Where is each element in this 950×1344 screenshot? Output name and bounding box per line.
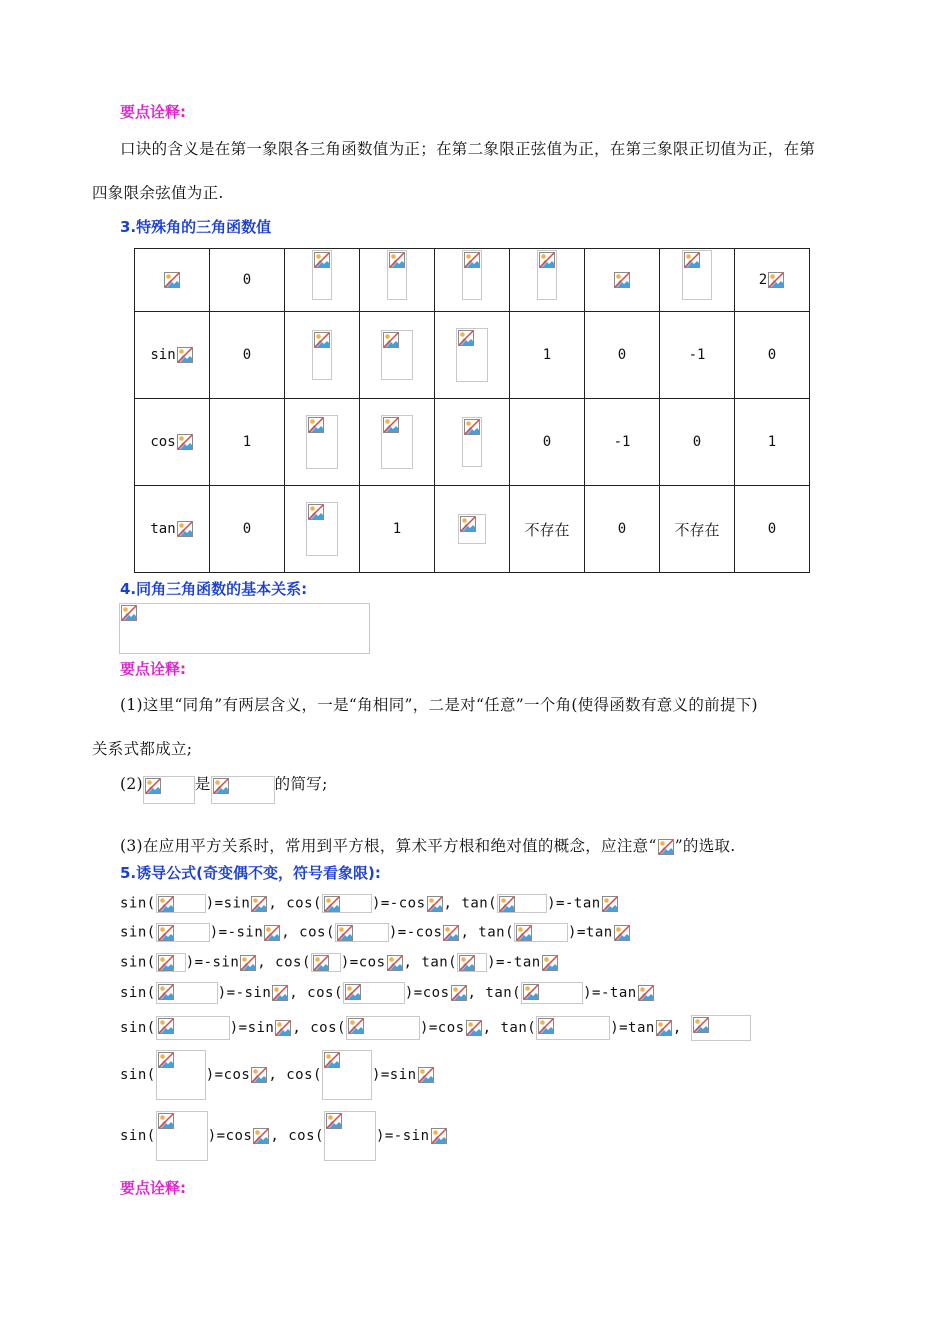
table-cell [285, 312, 360, 399]
table-row [135, 312, 810, 399]
broken-image-icon [176, 520, 194, 538]
broken-image-icon [176, 433, 194, 451]
broken-image-icon [613, 924, 631, 942]
func-sin: sin( [120, 924, 156, 941]
paragraph-line [120, 772, 328, 804]
formula-text: )=-tan [583, 985, 637, 1001]
func-tan: , tan( [403, 954, 458, 971]
note-heading: 要点诠释: [120, 660, 186, 678]
broken-image-icon [417, 1066, 435, 1084]
table-cell-text: cos [150, 434, 176, 450]
paragraph-line: 关系式都成立; [92, 740, 193, 758]
broken-image-icon [657, 838, 675, 856]
formula-text: )=-cos [371, 895, 426, 912]
broken-image-icon [250, 895, 268, 913]
broken-image-icon [386, 954, 404, 972]
func-sin: sin( [120, 1020, 156, 1036]
broken-image-icon [156, 923, 210, 942]
broken-image-icon [306, 415, 338, 469]
broken-image-icon [312, 330, 332, 380]
func-sin: sin( [120, 1128, 156, 1144]
broken-image-icon [274, 1019, 292, 1037]
table-cell: 不存在 [510, 486, 585, 573]
table-cell [360, 399, 435, 486]
table-cell: 0 [660, 399, 735, 486]
broken-image-icon [250, 1066, 268, 1084]
broken-image-icon [346, 1016, 420, 1040]
table-cell: 1 [735, 399, 810, 486]
formula-text: )=cos [404, 985, 450, 1001]
broken-image-icon [176, 346, 194, 364]
broken-image-icon [324, 1111, 376, 1161]
table-cell: 0 [210, 486, 285, 573]
func-tan: , tan( [482, 1020, 537, 1036]
table-cell: -1 [660, 312, 735, 399]
broken-image-icon [156, 982, 218, 1004]
formula-text: , [672, 1020, 682, 1036]
broken-image-icon [613, 271, 631, 289]
table-row [135, 486, 810, 573]
broken-image-icon [335, 923, 389, 942]
formula-text: )=-tan [547, 895, 601, 912]
broken-image-icon [426, 895, 444, 913]
broken-image-icon [156, 1111, 208, 1161]
formula-text: )=-tan [487, 954, 541, 971]
note-heading: 要点诠释: [120, 103, 186, 121]
func-sin: sin( [120, 985, 156, 1001]
formula-text: )=-sin [185, 954, 240, 971]
broken-image-icon [465, 1019, 483, 1037]
text-span: (3)在应用平方关系时，常用到平方根，算术平方根和绝对值的概念，应注意“ [120, 837, 657, 855]
broken-image-icon [271, 984, 289, 1002]
table-cell: -1 [585, 399, 660, 486]
formula-row [120, 1050, 435, 1100]
formula-row [120, 923, 631, 942]
paragraph-line: 四象限余弦值为正. [92, 184, 224, 202]
table-cell [435, 249, 510, 312]
table-cell [285, 486, 360, 573]
section-heading-induction-formulas: 5.诱导公式(奇变偶不变，符号看象限): [120, 864, 381, 882]
formula-text: )=tan [568, 924, 613, 941]
broken-image-icon [682, 250, 712, 300]
formula-row [120, 1015, 751, 1041]
text-span: (2) [120, 775, 143, 793]
broken-image-icon [536, 1016, 610, 1040]
func-cos: , cos( [268, 895, 322, 912]
formula-text: )=cos [419, 1020, 465, 1036]
table-cell [435, 486, 510, 573]
table-cell [135, 486, 210, 573]
paragraph-line: 口诀的含义是在第一象限各三角函数值为正；在第二象限正弦值为正，在第三象限正切值为正，在第 [120, 140, 816, 158]
broken-image-icon [156, 1016, 230, 1040]
table-cell [435, 312, 510, 399]
table-cell [585, 249, 660, 312]
broken-image-icon [450, 984, 468, 1002]
paragraph-line: (1)这里“同角”有两层含义，一是“角相同”，二是对“任意”一个角(使得函数有意义的前提下) [120, 696, 758, 714]
formula-row [120, 953, 559, 972]
func-cos: , cos( [281, 924, 335, 941]
table-cell: 0 [585, 312, 660, 399]
broken-image-icon [458, 514, 486, 544]
table-cell [510, 249, 585, 312]
table-cell: 1 [210, 399, 285, 486]
table-cell [135, 312, 210, 399]
special-angle-table [134, 248, 810, 573]
func-tan: , tan( [443, 895, 498, 912]
section-heading-identities: 4.同角三角函数的基本关系: [120, 580, 308, 598]
broken-image-icon [381, 330, 413, 380]
note-heading: 要点诠释: [120, 1179, 186, 1197]
formula-row [120, 982, 655, 1004]
table-row [135, 399, 810, 486]
formula-text: )=cos [205, 1067, 251, 1083]
broken-image-icon [430, 1127, 448, 1145]
table-cell-text: sin [150, 347, 176, 363]
broken-image-icon [263, 924, 281, 942]
table-cell: 1 [510, 312, 585, 399]
func-sin: sin( [120, 954, 156, 971]
broken-image-icon [462, 417, 482, 467]
formula-text: )=-sin [217, 985, 272, 1001]
table-cell: 0 [210, 249, 285, 312]
text-span: 是 [194, 775, 211, 793]
func-tan: , tan( [460, 924, 515, 941]
broken-image-icon [387, 250, 407, 300]
broken-image-icon [691, 1015, 751, 1041]
table-cell: 0 [210, 312, 285, 399]
broken-image-icon [163, 271, 181, 289]
formula-row [120, 894, 619, 913]
formula-text: )=-sin [209, 924, 264, 941]
table-cell [135, 249, 210, 312]
table-cell [135, 399, 210, 486]
broken-image-icon [156, 1050, 206, 1100]
table-cell [435, 399, 510, 486]
section-heading-special-angles: 3.特殊角的三角函数值 [120, 218, 272, 236]
broken-image-icon [306, 502, 338, 556]
broken-image-icon [239, 954, 257, 972]
formula-row [120, 1111, 448, 1161]
broken-image-icon [156, 894, 206, 913]
broken-image-icon [521, 982, 583, 1004]
formula-text: )=-cos [388, 924, 443, 941]
broken-image-icon [143, 776, 195, 804]
func-sin: sin( [120, 1067, 156, 1083]
table-cell [360, 312, 435, 399]
broken-image-icon [322, 1050, 372, 1100]
broken-image-icon [537, 250, 557, 300]
func-tan: , tan( [467, 985, 522, 1001]
text-span: ”的选取. [674, 837, 736, 855]
broken-image-icon [514, 923, 568, 942]
broken-image-icon [442, 924, 460, 942]
table-cell [360, 249, 435, 312]
broken-image-icon [637, 984, 655, 1002]
table-cell [285, 399, 360, 486]
broken-image-icon [312, 250, 332, 300]
broken-image-icon [252, 1127, 270, 1145]
table-cell [735, 249, 810, 312]
func-cos: , cos( [270, 1128, 324, 1144]
func-cos: , cos( [268, 1067, 322, 1083]
formula-text: )=cos [207, 1128, 253, 1144]
table-cell-text: tan [150, 521, 176, 537]
broken-image-icon [156, 953, 186, 972]
table-cell: 0 [510, 399, 585, 486]
broken-image-icon [211, 776, 275, 804]
broken-image-icon [497, 894, 547, 913]
formula-text: )=tan [610, 1020, 655, 1036]
table-cell [660, 249, 735, 312]
formula-text: )=sin [371, 1067, 417, 1083]
func-cos: , cos( [257, 954, 311, 971]
func-sin: sin( [120, 895, 156, 912]
broken-image-icon [322, 894, 372, 913]
table-row [135, 249, 810, 312]
formula-text: )=-sin [375, 1128, 430, 1144]
formula-text: )=sin [205, 895, 251, 912]
table-cell: 1 [360, 486, 435, 573]
broken-image-icon [457, 953, 487, 972]
table-cell-text: 2 [758, 272, 768, 288]
table-cell [285, 249, 360, 312]
table-cell: 不存在 [660, 486, 735, 573]
table-cell: 0 [585, 486, 660, 573]
broken-image-icon [456, 328, 488, 382]
broken-image-icon [655, 1019, 673, 1037]
broken-image-icon [381, 415, 413, 469]
paragraph-line [120, 834, 736, 856]
broken-image-icon [311, 953, 341, 972]
text-span: 的简写; [274, 775, 328, 793]
broken-image-icon [541, 954, 559, 972]
broken-image-icon [462, 250, 482, 300]
broken-image-icon [343, 982, 405, 1004]
broken-image-icon [119, 603, 370, 654]
func-cos: , cos( [289, 985, 343, 1001]
broken-image-icon [767, 271, 785, 289]
table-cell: 0 [735, 312, 810, 399]
broken-image-icon [601, 895, 619, 913]
func-cos: , cos( [292, 1020, 346, 1036]
table-cell: 0 [735, 486, 810, 573]
formula-text: )=sin [229, 1020, 275, 1036]
formula-text: )=cos [340, 954, 386, 971]
